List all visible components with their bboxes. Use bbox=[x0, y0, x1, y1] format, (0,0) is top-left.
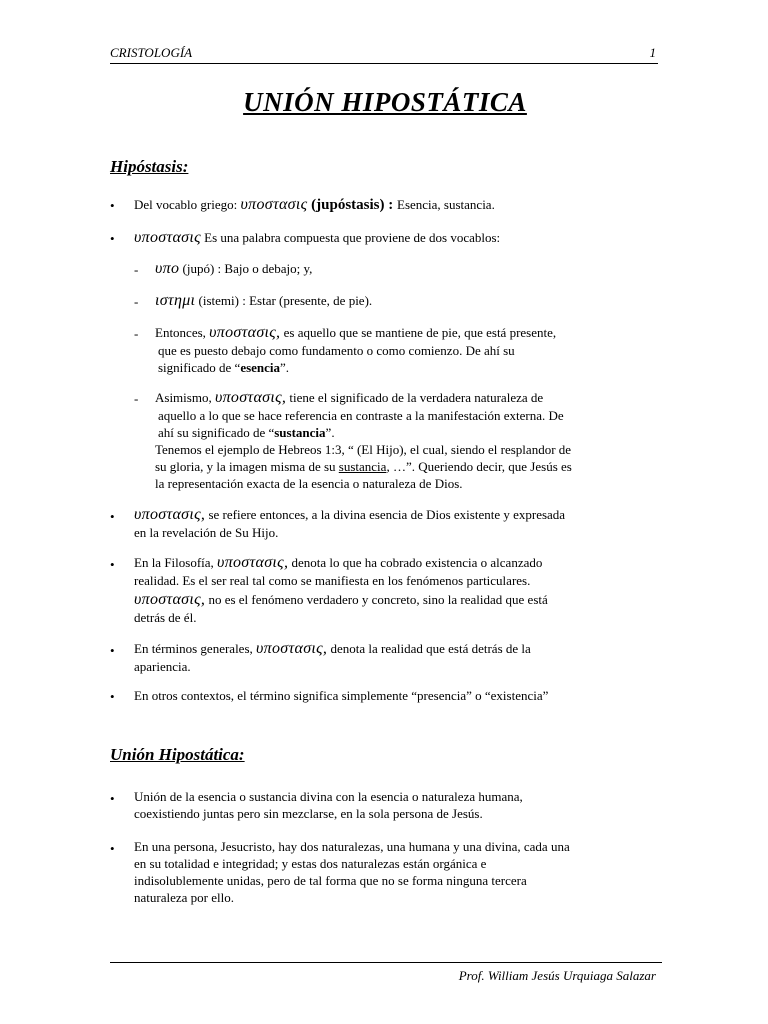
paragraph-line: la representación exacta de la esencia o naturaleza de Dios. bbox=[155, 476, 463, 491]
greek-term: υποστασις, bbox=[209, 324, 281, 341]
paragraph: En términos generales, υποστασις, denota la realidad que está detrás de la bbox=[134, 640, 531, 657]
paragraph: υποστασις Es una palabra compuesta que proviene de dos vocablos: bbox=[134, 229, 501, 246]
paragraph: Asimismo, υποστασις, tiene el significado de la verdadera naturaleza de bbox=[155, 389, 544, 406]
bullet-icon: • bbox=[110, 198, 115, 213]
paragraph-line: en su totalidad e integridad; y estas dos naturalezas están orgánica e bbox=[134, 856, 487, 871]
paragraph: υποστασις, se refiere entonces, a la divina esencia de Dios existente y expresada bbox=[134, 506, 566, 523]
header-title: CRISTOLOGÍA bbox=[110, 45, 193, 60]
page-header bbox=[110, 43, 658, 64]
paragraph-line: naturaleza por ello. bbox=[134, 890, 234, 905]
author-credit: Prof. William Jesús Urquiaga Salazar bbox=[458, 968, 656, 983]
paragraph-line: coexistiendo juntas pero sin mezclarse, en la sola persona de Jesús. bbox=[134, 806, 483, 821]
paragraph-line: υποστασις, no es el fenómeno verdadero y concreto, sino la realidad que está bbox=[134, 591, 548, 608]
section-heading-hipostasis: Hipóstasis: bbox=[110, 157, 189, 176]
paragraph-line: Unión de la esencia o sustancia divina con la esencia o naturaleza humana, bbox=[134, 789, 523, 804]
bullet-icon: • bbox=[110, 689, 115, 704]
paragraph-line: significado de “esencia”. bbox=[158, 360, 290, 375]
greek-term: υπο bbox=[155, 260, 180, 277]
greek-term: υποστασις, bbox=[217, 554, 289, 571]
greek-term: υποστασις, bbox=[134, 506, 206, 523]
bullet-icon: • bbox=[110, 557, 115, 572]
greek-term: υποστασις bbox=[240, 196, 308, 213]
section-heading-union-hipostatica: Unión Hipostática: bbox=[110, 745, 245, 764]
dash-marker: - bbox=[134, 326, 139, 341]
bullet-icon: • bbox=[110, 791, 115, 806]
paragraph-line: detrás de él. bbox=[134, 610, 197, 625]
paragraph-line: ahí su significado de “sustancia”. bbox=[158, 425, 335, 440]
greek-term: υποστασις bbox=[134, 229, 201, 246]
paragraph: En otros contextos, el término significa simplemente “presencia” o “existencia” bbox=[134, 688, 549, 703]
paragraph: En la Filosofía, υποστασις, denota lo que ha cobrado existencia o alcanzado bbox=[134, 554, 543, 571]
bullet-icon: • bbox=[110, 643, 115, 658]
paragraph-line: Tenemos el ejemplo de Hebreos 1:3, “ (El Hijo), el cual, siendo el resplandor de bbox=[155, 442, 572, 457]
dash-marker: - bbox=[134, 294, 139, 309]
page-number: 1 bbox=[649, 45, 656, 60]
paragraph-line: apariencia. bbox=[134, 659, 191, 674]
bullet-icon: • bbox=[110, 841, 115, 856]
paragraph-line: indisolublemente unidas, pero de tal forma que no se forma ninguna tercera bbox=[134, 873, 527, 888]
bullet-icon: • bbox=[110, 231, 115, 246]
dash-marker: - bbox=[134, 391, 139, 406]
paragraph: υπο (jupó) : Bajo o debajo; y, bbox=[155, 260, 313, 277]
paragraph-line: realidad. Es el ser real tal como se manifiesta en los fenómenos particulares. bbox=[134, 573, 531, 588]
greek-term: υποστασις, bbox=[214, 389, 287, 406]
paragraph-line: aquello a lo que se hace referencia en contraste a la manifestación externa. De bbox=[158, 408, 564, 423]
document-title: UNIÓN HIPOSTÁTICA bbox=[243, 87, 527, 117]
greek-term: υποστασις, bbox=[134, 591, 206, 608]
dash-marker: - bbox=[134, 262, 139, 277]
bullet-icon: • bbox=[110, 509, 115, 524]
paragraph-line: su gloria, y la imagen misma de su sustancia, …”. Queriendo decir, que Jesús es bbox=[155, 459, 572, 474]
page-footer bbox=[110, 962, 662, 985]
paragraph-line: que es puesto debajo como fundamento o como comienzo. De ahí su bbox=[158, 343, 515, 358]
paragraph-line: en la revelación de Su Hijo. bbox=[134, 525, 279, 540]
greek-term: ιστημι bbox=[155, 292, 196, 309]
paragraph: ιστημι (istemi) : Estar (presente, de pie). bbox=[155, 292, 373, 309]
greek-term: υποστασις, bbox=[256, 640, 328, 657]
paragraph: Del vocablo griego: υποστασις (jupóstasis) : Esencia, sustancia. bbox=[134, 196, 495, 213]
paragraph-line: En una persona, Jesucristo, hay dos naturalezas, una humana y una divina, cada una bbox=[134, 839, 570, 854]
paragraph: Entonces, υποστασις, es aquello que se mantiene de pie, que está presente, bbox=[155, 324, 557, 341]
